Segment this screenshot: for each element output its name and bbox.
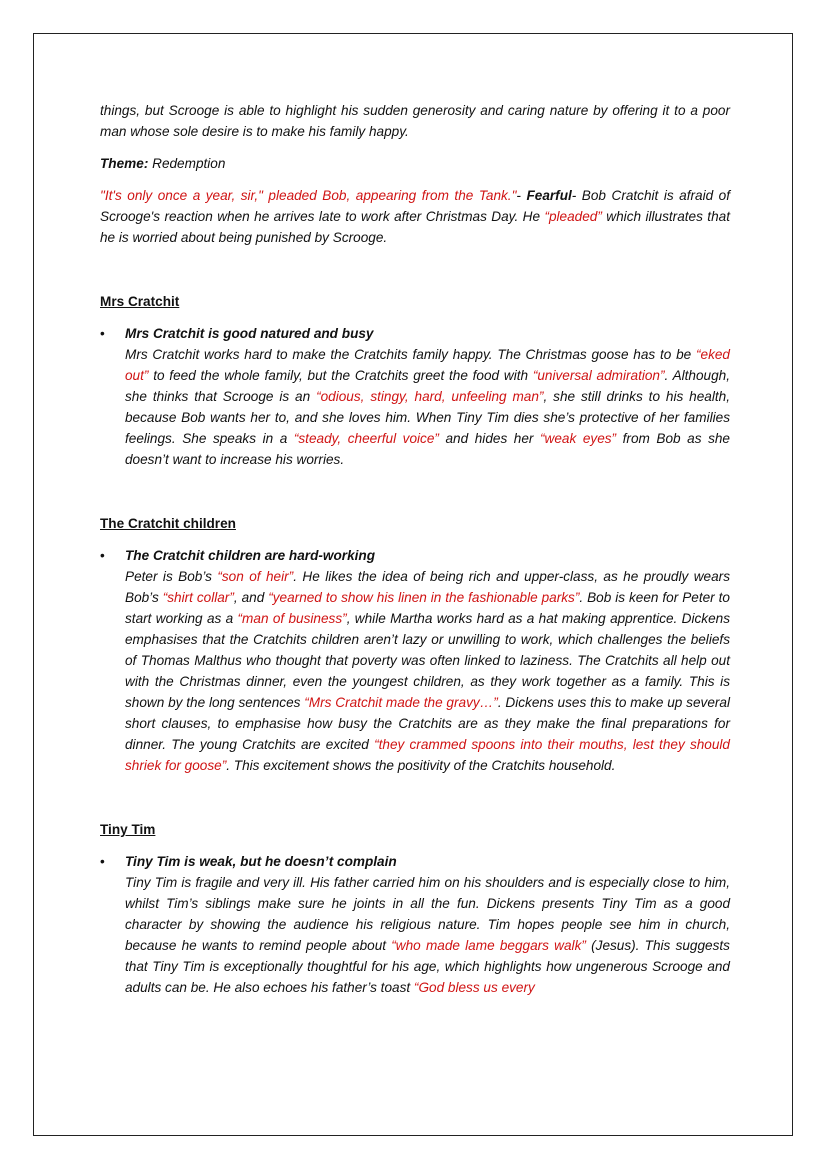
body-text: . He likes the idea of being rich and upper-class, as he proudly wears Bob’s (125, 569, 731, 605)
theme-label: Theme: (100, 156, 149, 171)
quote: “weak eyes” (540, 431, 617, 446)
dash: - (516, 188, 527, 203)
body-text: Mrs Cratchit works hard to make the Cratchits family happy. The Christmas goose has to be (125, 347, 696, 362)
body-text: . This excitement shows the positivity of the Cratchits household. (226, 758, 616, 773)
bullet-cratchit-children (100, 545, 730, 776)
quote: “man of business” (237, 611, 347, 626)
quote: “shirt collar” (162, 590, 234, 605)
quote: “yearned to show his linen in the fashionable parks” (268, 590, 580, 605)
keyword-fearful: Fearful (526, 188, 572, 203)
section-heading-cratchit-children: The Cratchit children (100, 516, 236, 531)
quote: "It's only once a year, sir," pleaded Bob, appearing from the Tank." (100, 188, 517, 203)
body-text: Tiny Tim is fragile and very ill. His father carried him on his shoulders and is especially close to him, whilst Tim’s siblings make sure he joints in all the fun. Dickens presents Tiny Tim as a good character by showing the audience his religious nature. Tim hopes people see him in church, because he wants to remind people about (125, 875, 730, 953)
body-text: (Jesus). This suggests that Tiny Tim is exceptionally thoughtful for his age, which highlights how ungenerous Scrooge and adults can be. He also echoes his father’s toast (125, 938, 730, 995)
quote: “universal admiration” (532, 368, 665, 383)
quote: “Mrs Cratchit made the gravy…” (304, 695, 498, 710)
section-heading-tiny-tim: Tiny Tim (100, 822, 156, 837)
body-text: , and (233, 590, 269, 605)
body-text: and hides her (438, 431, 541, 446)
bullet-icon: • (100, 326, 105, 341)
body-text: from Bob as she doesn’t want to increase his worries. (125, 431, 730, 467)
quote: “pleaded” (544, 209, 602, 224)
quote: “odious, stingy, hard, unfeeling man” (316, 389, 544, 404)
body-text: to feed the whole family, but the Cratchits greet the food with (148, 368, 533, 383)
bullet-body (125, 344, 730, 470)
bullet-mrs-cratchit (100, 323, 730, 470)
theme-line (100, 153, 730, 174)
bullet-icon: • (100, 548, 105, 563)
bullet-title: Tiny Tim is weak, but he doesn’t complain (125, 854, 397, 869)
body-text: , she still drinks to his health, because Bob wants her to, and she loves him. When Tiny Tim dies she’s protective of her families feelings. She speaks in a (125, 389, 730, 446)
intro-paragraph (100, 100, 730, 142)
quote: “steady, cheerful voice” (293, 431, 439, 446)
body-text: Peter is Bob’s (125, 569, 218, 584)
body-text: . Bob is keen for Peter to start working as a (125, 590, 730, 626)
quote: “God bless us every (413, 980, 535, 995)
bullet-icon: • (100, 854, 105, 869)
body-text: which illustrates that he is worried about being punished by Scrooge. (100, 209, 730, 245)
bullet-title: The Cratchit children are hard-working (125, 548, 376, 563)
bullet-body (125, 566, 730, 776)
intro-text: things, but Scrooge is able to highlight his sudden generosity and caring nature by offering it to a poor man whose sole desire is to make his family happy. (100, 103, 730, 139)
section-heading-mrs-cratchit: Mrs Cratchit (100, 294, 180, 309)
body-text: . Dickens uses this to make up several short clauses, to emphasise how busy the Cratchits are as they make the final preparations for dinner. The young Cratchits are excited (125, 695, 731, 752)
bullet-body (125, 872, 730, 998)
bullet-tiny-tim (100, 851, 730, 998)
theme-value: Redemption (148, 156, 226, 171)
bob-quote-paragraph (100, 185, 730, 248)
quote: “son of heir” (217, 569, 294, 584)
document-body (100, 100, 730, 998)
body-text: . Although, she thinks that Scrooge is an (125, 368, 731, 404)
quote: “they crammed spoons into their mouths, lest they should shriek for goose” (125, 737, 730, 773)
body-text: - Bob Cratchit is afraid of Scrooge's reaction when he arrives late to work after Christmas Day. He (100, 188, 730, 224)
body-text: , while Martha works hard as a hat making apprentice. Dickens emphasises that the Cratchits children aren’t lazy or unwilling to work, which challenges the beliefs of Thomas Malthus who thought that poverty was often linked to laziness. The Cratchits all help out with the Christmas dinner, even the youngest children, as they work together as a family. This is shown by the long sentences (125, 611, 731, 710)
bullet-title: Mrs Cratchit is good natured and busy (125, 326, 374, 341)
quote: “who made lame beggars walk” (391, 938, 586, 953)
quote: “eked out” (125, 347, 730, 383)
